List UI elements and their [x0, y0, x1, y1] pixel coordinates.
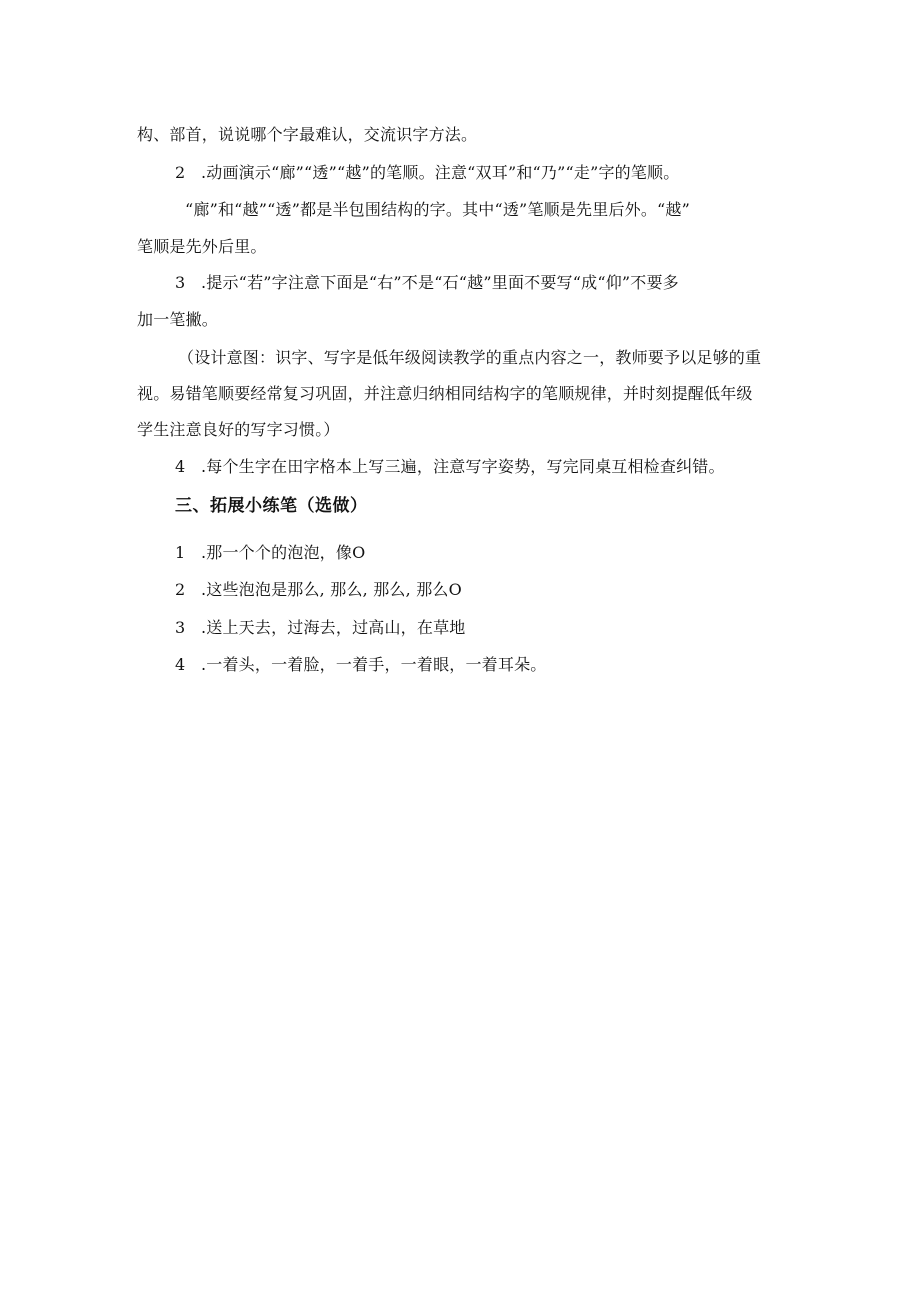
exercise-item: [175, 618, 466, 638]
step-3-text: .提示“若”字注意下面是“右”不是“石“越”里面不要写“成“仰”不要多: [201, 273, 679, 292]
step-4-text: .每个生字在田字格本上写三遍，注意写字姿势，写完同桌互相检查纠错。: [201, 457, 725, 476]
exercise-text: .送上天去，过海去，过高山，在草地: [201, 618, 466, 637]
design-intent-line-3: 学生注意良好的写字习惯。）: [137, 420, 340, 439]
section-3-heading: 三、拓展小练笔（选做）: [175, 496, 368, 516]
step-3-number: 3: [175, 273, 186, 292]
step-2-number: 2: [175, 163, 186, 182]
step-2-text: .动画演示“廊”“透”“越”的笔顺。注意“双耳”和“乃”“走”字的笔顺。: [201, 163, 680, 182]
exercise-number: 1: [175, 543, 186, 562]
step-3-text-line-2: 加一笔撇。: [137, 310, 219, 329]
step-4: [175, 457, 725, 477]
exercise-number: 2: [175, 580, 186, 599]
step-2: [175, 163, 679, 183]
design-intent-line-2: 视。易错笔顺要经常复习巩固，并注意归纳相同结构字的笔顺规律，并时刻提醒低年级: [137, 384, 753, 403]
design-intent-line-1: （设计意图：识字、写字是低年级阅读教学的重点内容之一，教师要予以足够的重: [178, 348, 762, 367]
exercise-text: .一着头，一着脸，一着手，一着眼，一着耳朵。: [201, 655, 547, 674]
exercise-item: [175, 580, 462, 600]
exercise-number: 3: [175, 618, 186, 637]
exercise-item: [175, 543, 365, 563]
exercise-text: .这些泡泡是那么, 那么, 那么, 那么O: [201, 580, 462, 599]
step-4-number: 4: [175, 457, 186, 476]
step-2-note-line-2: 笔顺是先外后里。: [137, 237, 267, 256]
step-2-note-line-1: “廊”和“越”“透”都是半包围结构的字。其中“透”笔顺是先里后外。“越”: [185, 200, 690, 219]
exercise-item: [175, 655, 547, 675]
exercise-text: .那一个个的泡泡，像O: [201, 543, 366, 562]
exercise-number: 4: [175, 655, 186, 674]
step-3: [175, 273, 679, 293]
paragraph-intro: 构、部首，说说哪个字最难认，交流识字方法。: [137, 125, 478, 144]
